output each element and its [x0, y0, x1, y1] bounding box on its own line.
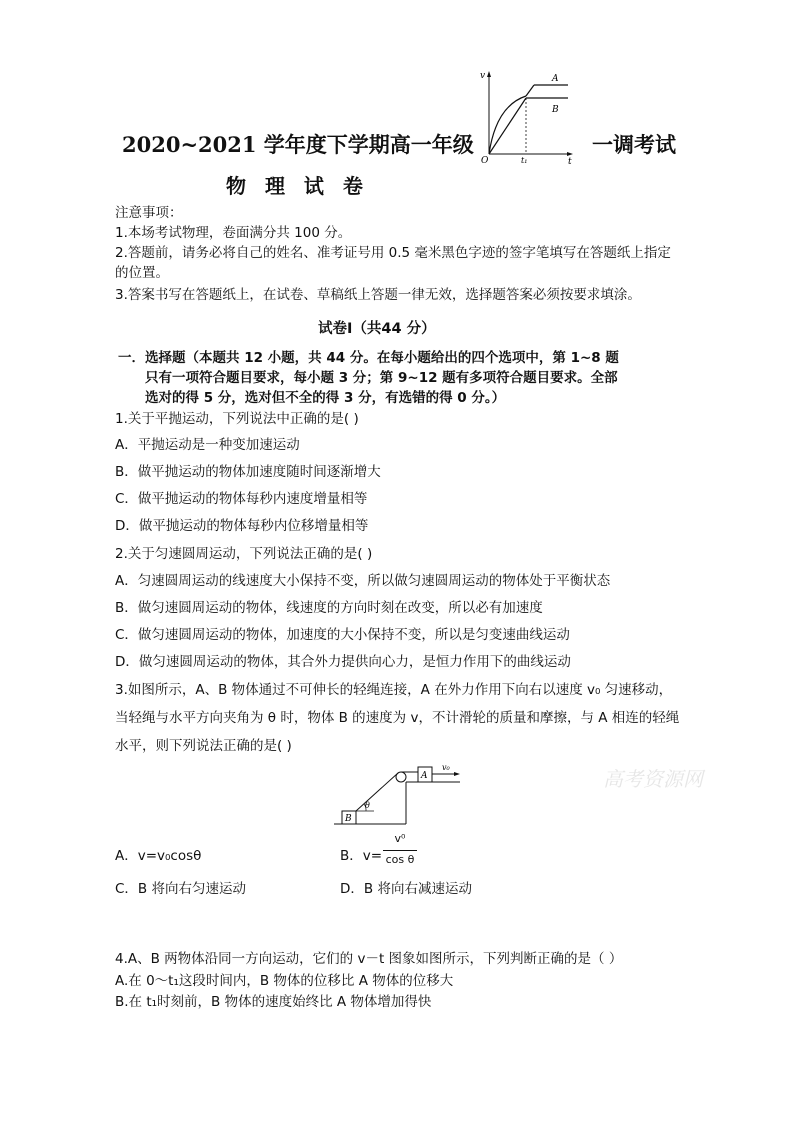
- q1-option-d: D．做平抛运动的物体每秒内位移增量相等: [115, 518, 369, 534]
- t-axis-label: t: [568, 157, 572, 166]
- q4-stem: 4.A、B 两物体沿同一方向运动，它们的 v－t 图象如图所示，下列判断正确的是（ ）: [115, 951, 623, 967]
- series-b-label: B: [552, 105, 559, 115]
- line-b-rise: [489, 98, 526, 154]
- q1-option-b: B．做平抛运动的物体加速度随时间逐渐增大: [115, 464, 381, 480]
- q2-option-d: D．做匀速圆周运动的物体，其合外力提供向心力，是恒力作用下的曲线运动: [115, 654, 571, 670]
- note-3: 3.答案书写在答题纸上，在试卷、草稿纸上答题一律无效，选择题答案必须按要求填涂。: [115, 287, 641, 303]
- q3-option-b-denominator: cos θ: [385, 853, 415, 866]
- q4-option-a: A.在 0～t₁这段时间内，B 物体的位移比 A 物体的位移大: [115, 973, 454, 989]
- section-instr-3: 选对的得 5 分，选对但不全的得 3 分，有选错的得 0 分。）: [145, 390, 506, 406]
- label-a: A: [421, 771, 428, 781]
- q3-figure: [330, 760, 470, 830]
- section-instr-1: 一．选择题（本题共 12 小题，共 44 分。在每小题给出的四个选项中，第 1~8 题: [118, 350, 619, 366]
- exam-subtitle: 物 理 试 卷: [226, 174, 369, 198]
- q1-stem: 1.关于平抛运动，下列说法中正确的是( ): [115, 411, 359, 427]
- exam-title-left: 2020~2021 学年度下学期高一年级: [122, 132, 474, 157]
- rope-inclined: [356, 773, 398, 811]
- velocity-arrowhead: [454, 772, 460, 776]
- q4-option-b: B.在 t₁时刻前，B 物体的速度始终比 A 物体增加得快: [115, 994, 432, 1010]
- watermark: 高考资源网: [603, 767, 703, 791]
- q3-stem-line-1: 3.如图所示，A、B 物体通过不可伸长的轻绳连接，A 在外力作用下向右以速度 v₀ 匀速移动，: [115, 682, 673, 698]
- q2-option-b: B．做匀速圆周运动的物体，线速度的方向时刻在改变，所以必有加速度: [115, 600, 543, 616]
- v-axis-arrow: [487, 71, 491, 77]
- q3-option-a: A．v=v₀cosθ: [115, 848, 202, 864]
- label-theta: θ: [365, 801, 370, 810]
- vt-graph: [478, 68, 578, 166]
- origin-label: O: [481, 156, 489, 166]
- note-2: 2.答题前，请务必将自己的姓名、准考证号用 0.5 毫米黑色字迹的签字笔填写在答题纸上指定: [115, 245, 671, 261]
- notes-heading: 注意事项：: [115, 205, 183, 221]
- exam-title-right: 一调考试: [592, 132, 676, 157]
- q2-option-a: A．匀速圆周运动的线速度大小保持不变，所以做匀速圆周运动的物体处于平衡状态: [115, 573, 611, 589]
- series-a-label: A: [552, 74, 559, 84]
- q3-option-b-prefix: B．v=: [340, 848, 383, 864]
- q2-stem: 2.关于匀速圆周运动，下列说法正确的是( ): [115, 546, 373, 562]
- q3-option-d: D．B 将向右减速运动: [340, 881, 472, 897]
- q1-option-a: A．平抛运动是一种变加速运动: [115, 437, 300, 453]
- q3-stem-line-2: 当轻绳与水平方向夹角为 θ 时，物体 B 的速度为 v，不计滑轮的质量和摩擦，与 A 相连的轻绳: [115, 710, 680, 726]
- t-axis-arrow: [567, 152, 573, 156]
- section-instr-2: 只有一项符合题目要求，每小题 3 分；第 9~12 题有多项符合题目要求。全部: [145, 370, 618, 386]
- label-v0: v₀: [442, 763, 450, 772]
- q1-option-c: C．做平抛运动的物体每秒内速度增量相等: [115, 491, 368, 507]
- note-1: 1.本场考试物理，卷面满分共 100 分。: [115, 225, 352, 241]
- t1-label: t₁: [521, 156, 528, 165]
- q3-option-b-numerator: v⁰: [394, 832, 406, 845]
- q3-stem-line-3: 水平，则下列说法正确的是( ): [115, 738, 292, 754]
- v-axis-label: v: [480, 71, 486, 81]
- label-b: B: [345, 814, 352, 824]
- q2-option-c: C．做匀速圆周运动的物体，加速度的大小保持不变，所以是匀变速曲线运动: [115, 627, 570, 643]
- q3-option-c: C．B 将向右匀速运动: [115, 881, 246, 897]
- curve-a-step: [526, 85, 534, 96]
- q3-option-b-fraction-bar: [383, 850, 417, 851]
- note-2-cont: 的位置。: [115, 265, 169, 281]
- section-title: 试卷Ⅰ（共44 分）: [318, 321, 436, 337]
